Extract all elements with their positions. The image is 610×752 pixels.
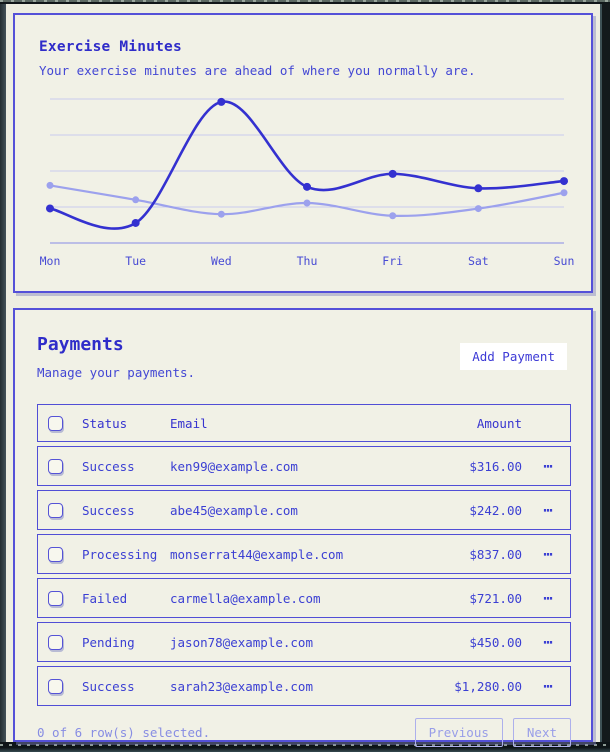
row-status: Success	[82, 502, 135, 518]
payments-table	[37, 404, 571, 706]
exercise-line-chart	[15, 15, 591, 291]
payments-card-title: Payments	[37, 334, 124, 355]
table-row	[37, 666, 571, 706]
row-email: ken99@example.com	[170, 458, 298, 474]
row-amount: $837.00	[469, 546, 522, 562]
row-actions-menu-icon[interactable]: ⋯	[526, 679, 570, 694]
row-amount: $721.00	[469, 590, 522, 606]
payments-card	[13, 308, 593, 742]
row-amount: $450.00	[469, 634, 522, 650]
data-point-today	[132, 219, 140, 227]
payments-table-footer	[37, 718, 571, 747]
window-frame-right	[600, 4, 610, 742]
row-email: carmella@example.com	[170, 590, 321, 606]
data-point-average	[218, 211, 225, 218]
x-axis-label: Sun	[553, 254, 575, 268]
frame-dash-texture	[0, 0, 610, 2]
payments-card-subtitle: Manage your payments.	[37, 365, 196, 380]
x-axis-label: Fri	[382, 254, 404, 268]
table-row	[37, 490, 571, 530]
row-amount: $316.00	[469, 458, 522, 474]
select-all-checkbox[interactable]	[48, 416, 63, 431]
add-payment-button[interactable]: Add Payment	[460, 343, 567, 370]
data-point-average	[389, 212, 396, 219]
data-point-today	[474, 184, 482, 192]
data-point-today	[389, 170, 397, 178]
row-checkbox[interactable]	[48, 635, 63, 650]
data-point-today	[560, 177, 568, 185]
row-email: monserrat44@example.com	[170, 546, 344, 562]
status-column-header: Status	[82, 415, 128, 431]
exercise-minutes-card	[13, 13, 593, 293]
exercise-card-title: Exercise Minutes	[39, 39, 182, 55]
x-axis-label: Sat	[467, 254, 489, 268]
x-axis-label: Mon	[39, 254, 61, 268]
row-amount: $1,280.00	[454, 678, 522, 694]
x-axis-label: Tue	[125, 254, 147, 268]
series-line-today	[50, 102, 564, 229]
exercise-card-subtitle: Your exercise minutes are ahead of where you normally are.	[39, 63, 476, 78]
payments-table-body	[37, 446, 571, 706]
data-point-today	[217, 98, 225, 106]
row-checkbox[interactable]	[48, 679, 63, 694]
x-axis-label: Wed	[210, 254, 232, 268]
table-row	[37, 534, 571, 574]
row-actions-menu-icon[interactable]: ⋯	[526, 459, 570, 474]
data-point-average	[47, 182, 54, 189]
table-row	[37, 446, 571, 486]
row-checkbox[interactable]	[48, 547, 63, 562]
row-amount: $242.00	[469, 502, 522, 518]
row-checkbox[interactable]	[48, 591, 63, 606]
table-row	[37, 578, 571, 618]
rows-selected-text: 0 of 6 row(s) selected.	[37, 725, 211, 740]
row-status: Success	[82, 458, 135, 474]
data-point-today	[46, 204, 54, 212]
row-email: abe45@example.com	[170, 502, 298, 518]
data-point-average	[475, 205, 482, 212]
row-actions-menu-icon[interactable]: ⋯	[526, 547, 570, 562]
previous-button[interactable]: Previous	[415, 718, 503, 747]
row-status: Failed	[82, 590, 128, 606]
pagination	[415, 718, 571, 747]
table-row	[37, 622, 571, 662]
row-checkbox[interactable]	[48, 503, 63, 518]
data-point-average	[132, 196, 139, 203]
payments-table-header	[37, 404, 571, 442]
row-actions-menu-icon[interactable]: ⋯	[526, 635, 570, 650]
amount-column-header: Amount	[476, 415, 522, 431]
data-point-today	[303, 183, 311, 191]
row-actions-menu-icon[interactable]: ⋯	[526, 503, 570, 518]
row-checkbox[interactable]	[48, 459, 63, 474]
row-status: Pending	[82, 634, 135, 650]
row-email: sarah23@example.com	[170, 678, 313, 694]
data-point-average	[561, 189, 568, 196]
data-point-average	[304, 199, 311, 206]
email-column-header: Email	[170, 415, 208, 431]
row-email: jason78@example.com	[170, 634, 313, 650]
x-axis-label: Thu	[296, 254, 318, 268]
row-status: Success	[82, 678, 135, 694]
row-actions-menu-icon[interactable]: ⋯	[526, 591, 570, 606]
row-status: Processing	[82, 546, 158, 562]
next-button[interactable]: Next	[513, 718, 571, 747]
page-background	[6, 4, 600, 742]
